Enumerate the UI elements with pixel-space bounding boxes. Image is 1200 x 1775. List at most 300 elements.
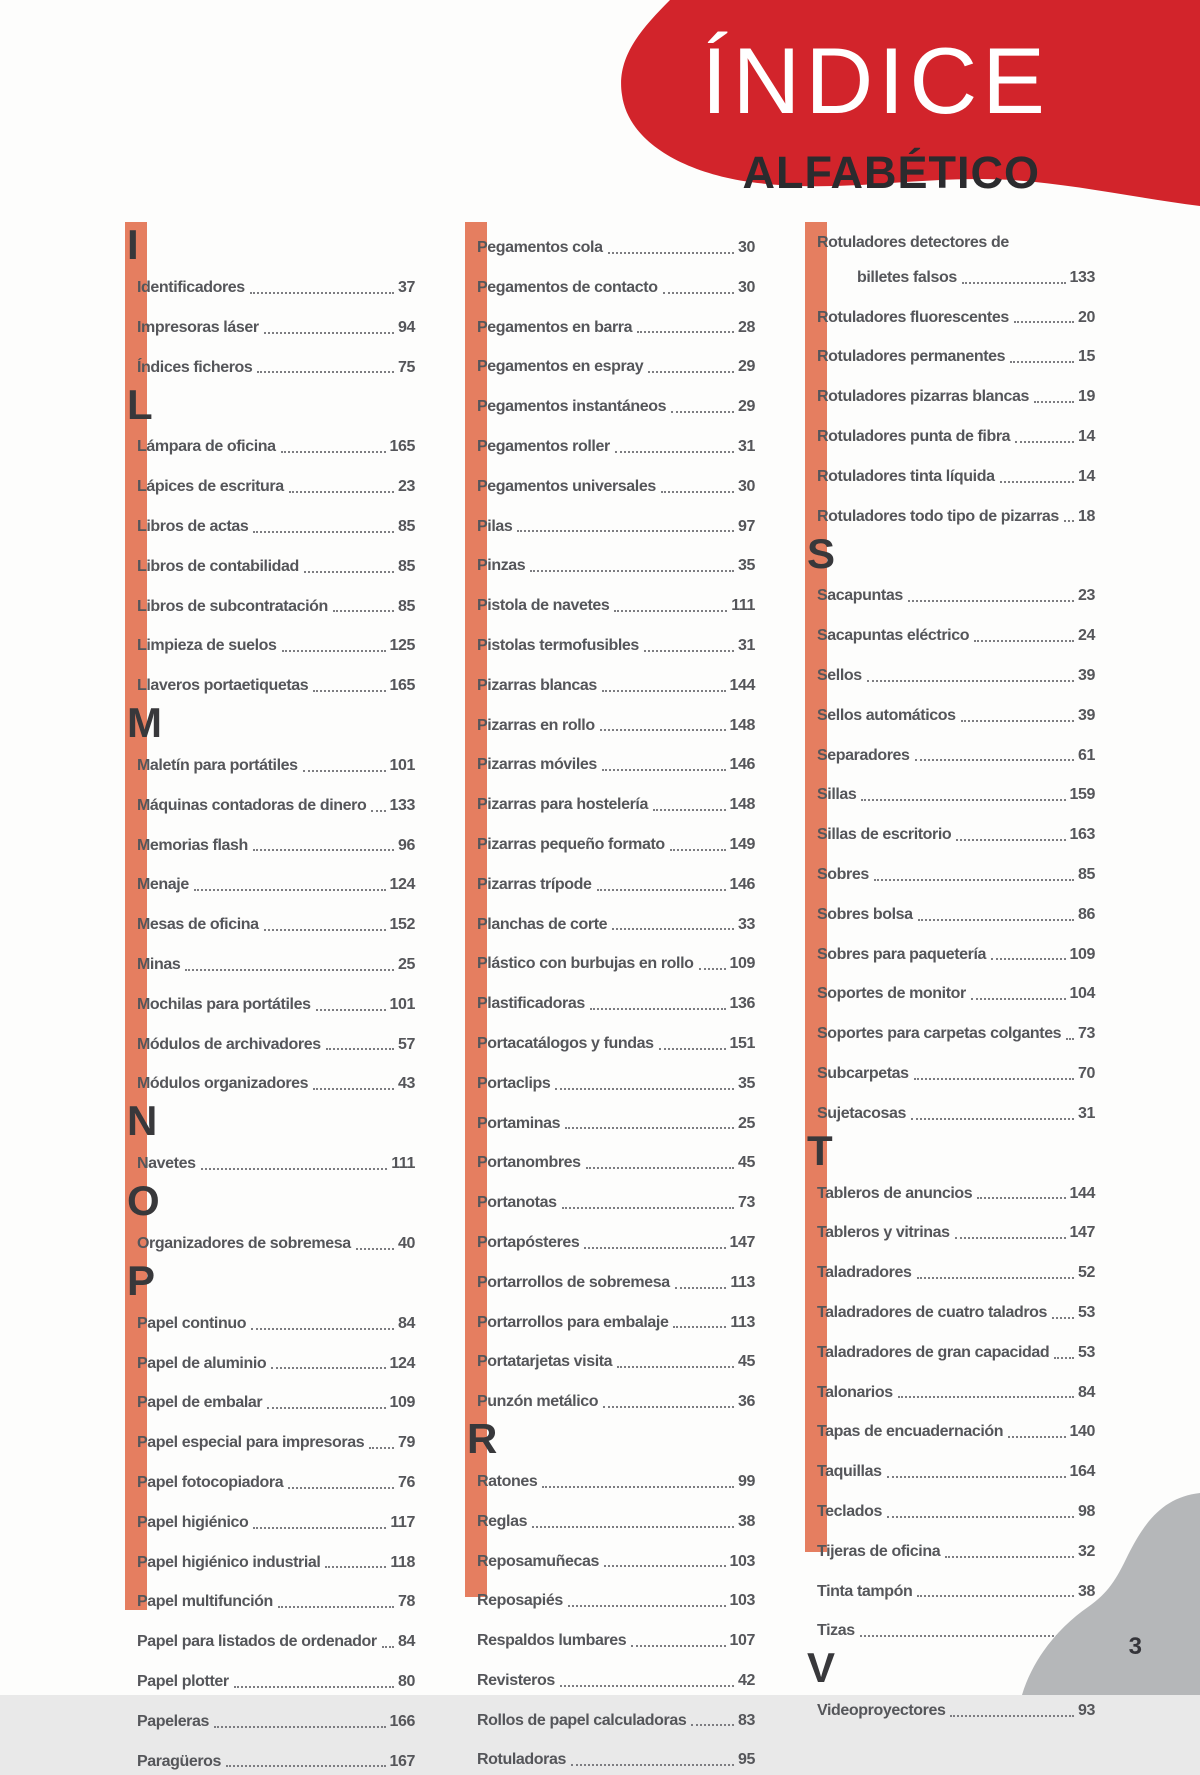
entry-page-number: 28 [738,320,755,337]
entry-label: Rotuladores fluorescentes [817,310,1009,327]
index-column [465,222,755,1774]
entry-label: Plastificadoras [477,996,585,1013]
entry-label: Pegamentos universales [477,479,656,496]
index-entry [125,939,415,979]
entry-page-number: 125 [390,638,416,655]
dotted-leader [670,849,726,851]
index-entry [465,461,755,501]
entry-page-number: 40 [398,1236,415,1253]
dotted-leader [288,1487,394,1489]
index-entry [465,1734,755,1774]
entry-label: Ratones [477,1474,537,1491]
entry-label: Revisteros [477,1673,555,1690]
entry-page-number: 97 [738,519,755,536]
index-entry [465,660,755,700]
page-title: ÍNDICE [701,34,1050,128]
dotted-leader [214,1726,385,1728]
entry-page-number: 149 [730,837,756,854]
entry-page-number: 20 [1078,310,1095,327]
entry-label: Subcarpetas [817,1066,909,1083]
dotted-leader [253,849,394,851]
entry-page-number: 163 [1070,827,1096,844]
index-entry [465,1058,755,1098]
index-entry [125,780,415,820]
entry-label: Portaminas [477,1116,560,1133]
dotted-leader [898,1396,1074,1398]
section-letter: R [465,1416,755,1456]
dotted-leader [1008,1436,1065,1438]
entry-label: Rotuladores pizarras blancas [817,389,1029,406]
entry-label: Punzón metálico [477,1394,598,1411]
entry-label: Sillas [817,787,856,804]
dotted-leader [600,729,726,731]
dotted-leader [962,282,1066,284]
dotted-leader [282,650,386,652]
index-entry [805,650,1095,690]
entry-page-number: 52 [1078,1265,1095,1282]
entry-label: Rotuladoras [477,1752,566,1769]
entry-page-number: 73 [738,1195,755,1212]
entry-label: Papel multifunción [137,1594,273,1611]
index-entry [125,302,415,342]
dotted-leader [532,1526,734,1528]
entry-page-number: 164 [1070,1464,1096,1481]
entry-label: Pegamentos instantáneos [477,399,666,416]
entry-page-number: 85 [398,559,415,576]
dotted-leader [663,292,734,294]
dotted-leader [861,799,1065,801]
dotted-leader [264,332,394,334]
entry-label: Máquinas contadoras de dinero [137,798,366,815]
entry-label: Pegamentos en barra [477,320,632,337]
entry-label: Tizas [817,1623,855,1640]
entry-page-number: 25 [398,957,415,974]
dotted-leader [356,1248,394,1250]
entry-page-number: 73 [1078,1026,1095,1043]
entry-label: Papel fotocopiadora [137,1475,283,1492]
dotted-leader [333,610,394,612]
entry-page-number: 29 [738,359,755,376]
entry-page-number: 85 [398,519,415,536]
entry-page-number: 103 [730,1593,756,1610]
entry-label: Sellos [817,668,862,685]
entry-page-number: 31 [738,638,755,655]
dotted-leader [661,491,734,493]
entry-label: Rotuladores punta de fibra [817,429,1010,446]
dotted-leader [555,1088,734,1090]
entry-page-number: 94 [398,320,415,337]
index-entry [465,819,755,859]
dotted-leader [201,1168,388,1170]
entry-page-number: 14 [1078,429,1095,446]
entry-page-number: 146 [730,757,756,774]
entry-label: Portacatálogos y fundas [477,1036,654,1053]
entry-label: Minas [137,957,180,974]
entry-page-number: 30 [738,479,755,496]
entry-page-number: 133 [1070,270,1096,287]
entry-page-number: 147 [1070,1225,1096,1242]
index-entry [465,700,755,740]
index-entry [125,1218,415,1258]
dotted-leader [637,331,734,333]
entry-label: Pizarras blancas [477,678,597,695]
entry-page-number: 113 [730,1315,755,1332]
index-entry [465,1336,755,1376]
entry-page-number: 80 [398,1674,415,1691]
entry-page-number: 86 [1078,907,1095,924]
index-entry [125,1058,415,1098]
index-entry [805,690,1095,730]
entry-page-number: 111 [391,1156,415,1173]
index-entry [465,1177,755,1217]
section-letter: M [125,700,415,740]
dotted-leader [226,1765,385,1767]
entry-label: Sacapuntas [817,588,903,605]
index-entry [805,371,1095,411]
entry-label: Navetes [137,1156,196,1173]
entry-page-number: 83 [738,1713,755,1730]
entry-label: Rotuladores detectores de [817,235,1009,252]
entry-page-number: 36 [738,1394,755,1411]
entry-label: Índices ficheros [137,360,252,377]
entry-label: Impresoras láser [137,320,259,337]
entry-page-number: 30 [738,240,755,257]
index-entry [125,501,415,541]
entry-label: Tinta tampón [817,1584,912,1601]
dotted-leader [644,650,734,652]
entry-label: Módulos de archivadores [137,1037,321,1054]
index-entry [465,859,755,899]
entry-label: Reposamuñecas [477,1554,599,1571]
entry-page-number: 38 [738,1514,755,1531]
dotted-leader [617,1366,734,1368]
entry-page-number: 53 [1078,1305,1095,1322]
entry-label: Sobres bolsa [817,907,913,924]
dotted-leader [562,1207,734,1209]
entry-label: Mesas de oficina [137,917,259,934]
dotted-leader [251,1328,394,1330]
entry-label: Taladradores [817,1265,912,1282]
entry-page-number: 104 [1070,986,1096,1003]
index-entry [805,331,1095,371]
dotted-leader [917,1277,1075,1279]
dotted-leader [568,1605,726,1607]
entry-label: Sobres [817,867,869,884]
index-entry [465,1655,755,1695]
entry-page-number: 84 [1078,1385,1095,1402]
dotted-leader [1064,520,1074,522]
entry-page-number: 79 [398,1435,415,1452]
index-entry [805,889,1095,929]
gray-blob-shape [1022,1493,1200,1695]
section-letter: L [125,381,415,421]
dotted-leader [517,530,734,532]
entry-label: Papel para listados de ordenador [137,1634,377,1651]
index-entry [125,581,415,621]
entry-page-number: 101 [390,997,416,1014]
index-entry [805,1287,1095,1327]
entry-label: Papel especial para impresoras [137,1435,364,1452]
dotted-leader [955,1237,1066,1239]
entry-label: Pegamentos roller [477,439,610,456]
entry-page-number: 75 [398,360,415,377]
entry-label: Videoproyectores [817,1703,945,1720]
dotted-leader [918,919,1074,921]
entry-page-number: 14 [1078,469,1095,486]
entry-label: Pegamentos cola [477,240,603,257]
index-entry [465,1376,755,1416]
entry-label: Rotuladores todo tipo de pizarras [817,509,1059,526]
index-entry [125,1417,415,1457]
entry-page-number: 25 [738,1116,755,1133]
dotted-leader [1015,441,1074,443]
index-entry [465,421,755,461]
dotted-leader [304,571,394,573]
index-entry [465,262,755,302]
index-entry [465,540,755,580]
entry-label: Sacapuntas eléctrico [817,628,969,645]
entry-page-number: 146 [730,877,756,894]
entry-page-number: 117 [390,1515,415,1532]
index-column [125,222,415,1775]
index-entry [125,421,415,461]
index-entry [805,769,1095,809]
dotted-leader [257,371,394,373]
dotted-leader [1010,361,1074,363]
index-entry [805,1446,1095,1486]
entry-page-number: 96 [398,838,415,855]
index-entry [805,1008,1095,1048]
entry-page-number: 148 [730,718,756,735]
dotted-leader [1052,1317,1074,1319]
section-letter: I [125,222,415,262]
entry-page-number: 166 [390,1714,416,1731]
entry-label: Pilas [477,519,512,536]
entry-page-number: 33 [738,917,755,934]
entry-label: Talonarios [817,1385,893,1402]
entry-page-number: 78 [398,1594,415,1611]
dotted-leader [1000,481,1074,483]
entry-label: Identificadores [137,280,245,297]
dotted-leader [604,1565,726,1567]
entry-page-number: 30 [738,280,755,297]
index-entry [465,1496,755,1536]
entry-label: Taladradores de gran capacidad [817,1345,1049,1362]
index-entry [125,979,415,1019]
dotted-leader [530,570,734,572]
dotted-leader [250,292,394,294]
entry-page-number: 85 [398,599,415,616]
entry-label: Pizarras pequeño formato [477,837,665,854]
dotted-leader [615,451,734,453]
index-entry [805,929,1095,969]
entry-label: Papel plotter [137,1674,229,1691]
entry-page-number: 109 [730,956,756,973]
index-entry [465,1018,755,1058]
index-entry [465,1536,755,1576]
entry-label: Papel continuo [137,1316,246,1333]
index-entry [125,541,415,581]
index-entry [805,1207,1095,1247]
page-number: 3 [1129,1633,1142,1661]
dotted-leader [289,491,394,493]
index-entry [125,660,415,700]
entry-label: Sobres para paquetería [817,947,986,964]
dotted-leader [371,810,385,812]
index-entry [125,1656,415,1696]
index-entry [125,1338,415,1378]
index-entry [805,1367,1095,1407]
dotted-leader [974,640,1074,642]
index-entry [805,1088,1095,1128]
dotted-leader [991,958,1065,960]
dotted-leader [648,371,734,373]
section-letter: N [125,1098,415,1138]
dotted-leader [603,1406,734,1408]
entry-label: Llaveros portaetiquetas [137,678,308,695]
dotted-leader [560,1685,734,1687]
entry-page-number: 42 [738,1673,755,1690]
index-entry [805,730,1095,770]
index-entry [125,1497,415,1537]
entry-page-number: 57 [398,1037,415,1054]
entry-label: Separadores [817,748,910,765]
entry-label: Pinzas [477,558,525,575]
dotted-leader [586,1167,734,1169]
entry-page-number: 151 [730,1036,756,1053]
dotted-leader [267,1407,385,1409]
index-entry [465,381,755,421]
entry-label: Sellos automáticos [817,708,956,725]
entry-page-number: 136 [730,996,756,1013]
dotted-leader [911,1118,1074,1120]
index-entry [465,739,755,779]
entry-label: Libros de contabilidad [137,559,299,576]
index-entry [125,1537,415,1577]
entry-page-number: 144 [1070,1186,1096,1203]
entry-label: Papel higiénico industrial [137,1555,320,1572]
entry-page-number: 23 [398,479,415,496]
dotted-leader [1054,1357,1074,1359]
index-entry [125,820,415,860]
entry-page-number: 53 [1078,1345,1095,1362]
index-entry [465,302,755,342]
entry-page-number: 19 [1078,389,1095,406]
dotted-leader [253,531,394,533]
index-entry [125,1576,415,1616]
entry-page-number: 147 [730,1235,756,1252]
entry-page-number: 109 [390,1395,416,1412]
dotted-leader [614,610,727,612]
dotted-leader [691,1724,734,1726]
entry-page-number: 148 [730,797,756,814]
index-entry [805,968,1095,1008]
dotted-leader [1014,321,1074,323]
entry-label: Pistola de navetes [477,598,609,615]
index-entry [465,779,755,819]
entry-page-number: 43 [398,1076,415,1093]
entry-page-number: 124 [390,1356,416,1373]
entry-page-number: 165 [390,439,416,456]
index-entry [125,899,415,939]
entry-label: Respaldos lumbares [477,1633,626,1650]
dotted-leader [264,929,386,931]
dotted-leader [382,1646,394,1648]
dotted-leader [590,1008,726,1010]
entry-page-number: 124 [390,877,416,894]
index-entry [465,938,755,978]
entry-page-number: 133 [390,798,416,815]
dotted-leader [908,600,1074,602]
entry-label: Papel de aluminio [137,1356,266,1373]
entry-page-number: 113 [730,1275,755,1292]
entry-page-number: 111 [731,598,755,615]
entry-label: Portaclips [477,1076,550,1093]
entry-label: Papel de embalar [137,1395,262,1412]
entry-page-number: 93 [1078,1703,1095,1720]
dotted-leader [971,998,1066,1000]
dotted-leader [956,839,1065,841]
dotted-leader [961,720,1074,722]
entry-label: Reglas [477,1514,527,1531]
entry-page-number: 98 [1078,1504,1095,1521]
dotted-leader [915,759,1074,761]
index-entry [805,849,1095,889]
entry-page-number: 29 [738,399,755,416]
entry-page-number: 167 [390,1754,416,1771]
entry-page-number: 38 [1078,1584,1095,1601]
entry-page-number: 76 [398,1475,415,1492]
entry-page-number: 165 [390,678,416,695]
entry-label: Pegamentos en espray [477,359,643,376]
dotted-leader [653,809,726,811]
index-entry [805,610,1095,650]
entry-label-line2: billetes falsos [857,270,957,287]
dotted-leader [950,1715,1074,1717]
entry-page-number: 101 [390,758,416,775]
index-entry [465,1098,755,1138]
entry-label: Tableros y vitrinas [817,1225,950,1242]
dotted-leader [303,770,386,772]
entry-label: Pizarras en rollo [477,718,595,735]
entry-page-number: 24 [1078,628,1095,645]
entry-page-number: 15 [1078,349,1095,366]
index-entry [125,1019,415,1059]
dotted-leader [874,879,1074,881]
entry-label: Teclados [817,1504,882,1521]
entry-label: Tableros de anuncios [817,1186,972,1203]
entry-label: Reposapiés [477,1593,563,1610]
dotted-leader [673,1326,726,1328]
entry-label: Taquillas [817,1464,882,1481]
entry-page-number: 70 [1078,1066,1095,1083]
index-entry [805,809,1095,849]
entry-label: Portanotas [477,1195,557,1212]
entry-page-number: 23 [1078,588,1095,605]
entry-page-number: 35 [738,1076,755,1093]
dotted-leader [278,1606,394,1608]
index-entry [465,620,755,660]
dotted-leader [1034,401,1074,403]
entry-label: Portarrollos de sobremesa [477,1275,670,1292]
index-entry [465,1217,755,1257]
dotted-leader [602,769,726,771]
entry-label: Plástico con burbujas en rollo [477,956,694,973]
entry-page-number: 18 [1078,509,1095,526]
entry-page-number: 84 [398,1316,415,1333]
entry-page-number: 85 [1078,867,1095,884]
dotted-leader [612,928,734,930]
